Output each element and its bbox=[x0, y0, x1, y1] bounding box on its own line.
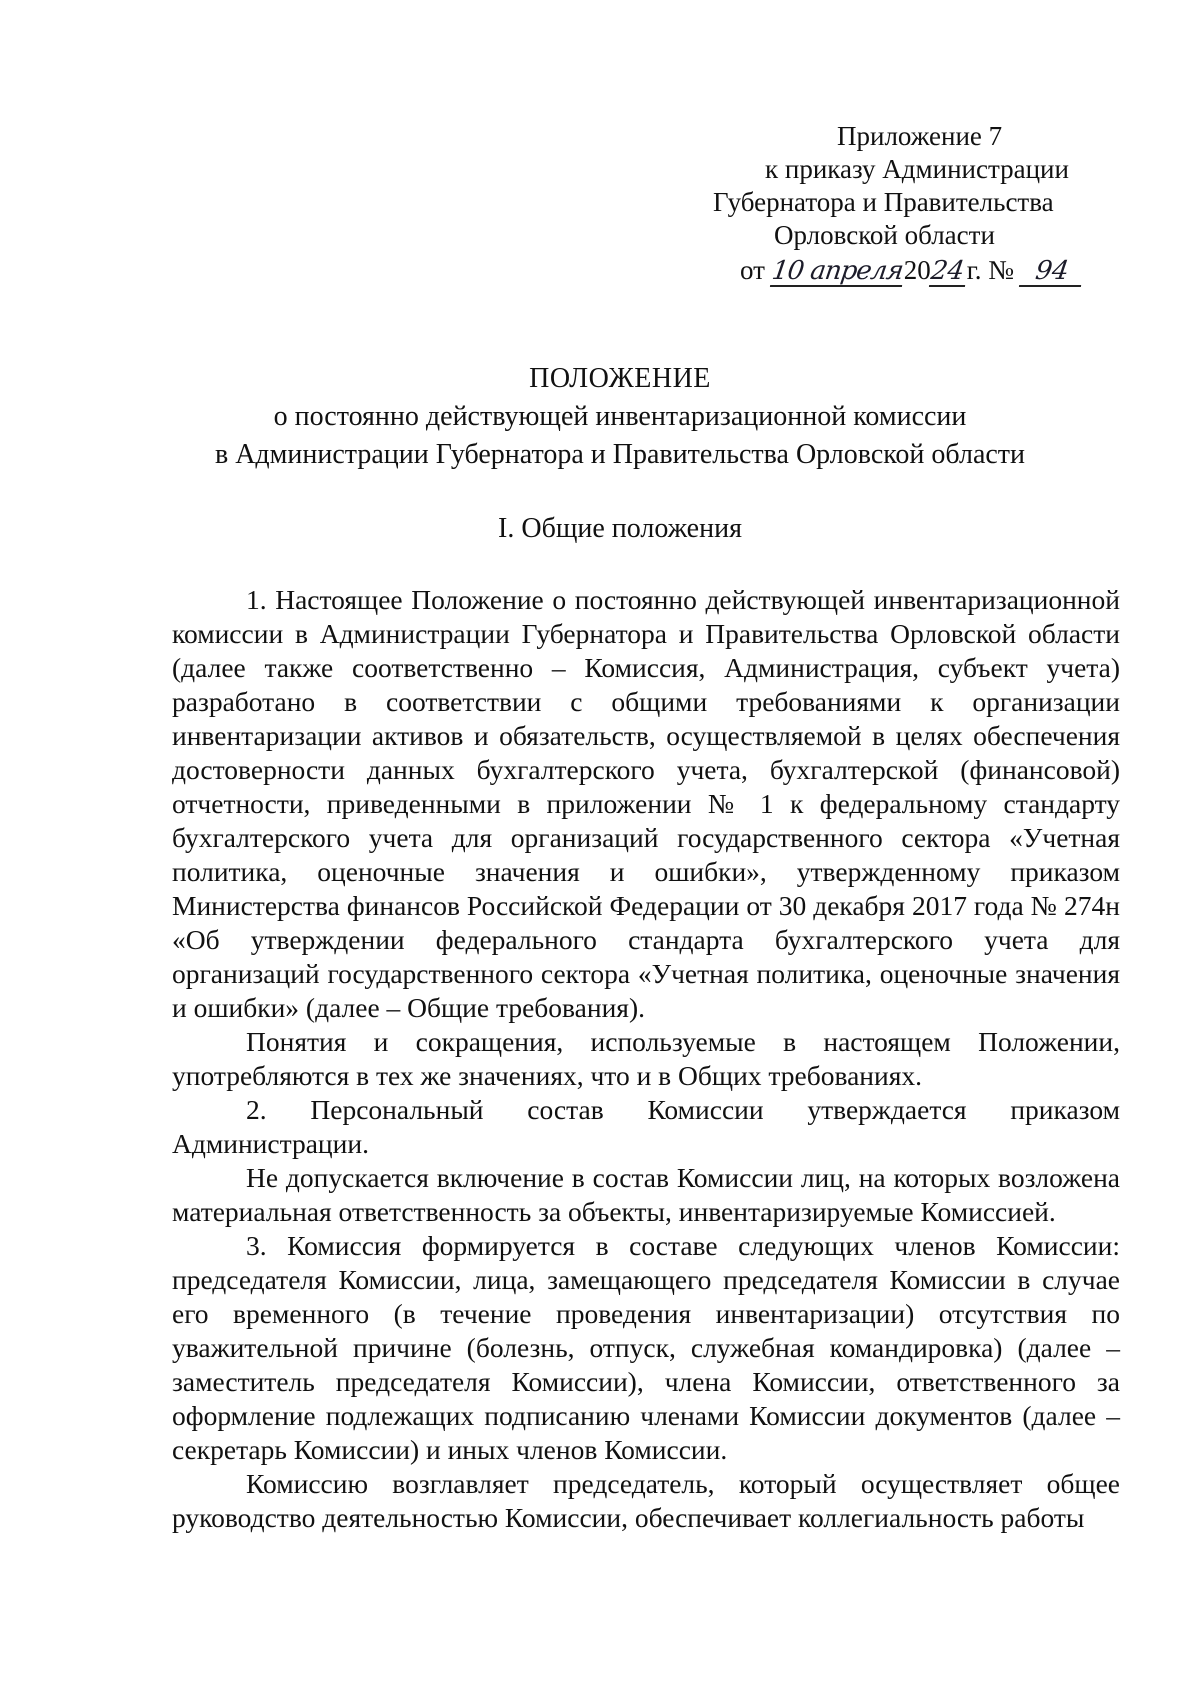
annex-block bbox=[600, 120, 1120, 287]
section-heading: I. Общие положения bbox=[498, 513, 742, 544]
annex-number: Приложение 7 bbox=[837, 121, 1003, 151]
annex-from-label: от bbox=[740, 255, 765, 285]
document-subtitle-line2: в Администрации Губернатора и Правительства Орловской области bbox=[214, 439, 1026, 470]
paragraph: 1. Настоящее Положение о постоянно действующей инвентаризационной комиссии в Администрации Губернатора и Правительства Орловской области (далее также соответственно – Комиссия, Администрация, субъект учета) разработано в соответствии с общими требованиями к организации инвентаризации активов и обязательств, осуществляемой в целях обеспечения достоверности данных бухгалтерского учета, бухгалтерской (финансовой) отчетности, приведенными в приложении № 1 к федеральному стандарту бухгалтерского учета для организаций государственного сектора «Учетная политика, оценочные значения и ошибки», утвержденному приказом Министерства финансов Российской Федерации от 30 декабря 2017 года № 274н «Об утверждении федерального стандарта бухгалтерского учета для организаций государственного сектора «Учетная политика, оценочные значения и ошибки» (далее – Общие требования). bbox=[172, 584, 1120, 1023]
document-title: ПОЛОЖЕНИЕ bbox=[529, 363, 711, 394]
annex-order-ref: к приказу Администрации bbox=[765, 154, 1069, 184]
annex-authority: Губернатора и Правительства bbox=[713, 187, 1054, 217]
handwritten-year: 24 bbox=[929, 257, 969, 287]
paragraph: Понятия и сокращения, используемые в настоящем Положении, употребляются в тех же значениях, что и в Общих требованиях. bbox=[172, 1026, 1120, 1091]
annex-date-number-line bbox=[600, 254, 1120, 287]
paragraph: Не допускается включение в состав Комиссии лиц, на которых возложена материальная ответственность за объекты, инвентаризируемые Комиссией. bbox=[172, 1162, 1120, 1227]
document-subtitle-line1: о постоянно действующей инвентаризационной комиссии bbox=[273, 401, 967, 432]
year-prefix: 20 bbox=[903, 255, 931, 285]
paragraph: 2. Персональный состав Комиссии утверждается приказом Администрации. bbox=[172, 1094, 1120, 1159]
annex-region: Орловской области bbox=[774, 220, 995, 250]
paragraph: Комиссию возглавляет председатель, который осуществляет общее руководство деятельностью Комиссии, обеспечивает коллегиальность работы bbox=[172, 1468, 1120, 1533]
handwritten-order-number: 94 bbox=[1019, 257, 1085, 287]
paragraph: 3. Комиссия формируется в составе следующих членов Комиссии: председателя Комиссии, лица, замещающего председателя Комиссии в случае его временного (в течение проведения инвентаризации) отсутствия по уважительной причине (болезнь, отпуск, служебная командировка) (далее – заместитель председателя Комиссии), члена Комиссии, ответственного за оформление подлежащих подписанию членами Комиссии документов (далее – секретарь Комиссии) и иных членов Комиссии. bbox=[172, 1230, 1120, 1465]
handwritten-date: 10 апреля bbox=[769, 256, 905, 286]
year-suffix-number-label: г. № bbox=[966, 255, 1014, 285]
document-body bbox=[172, 583, 1120, 1535]
